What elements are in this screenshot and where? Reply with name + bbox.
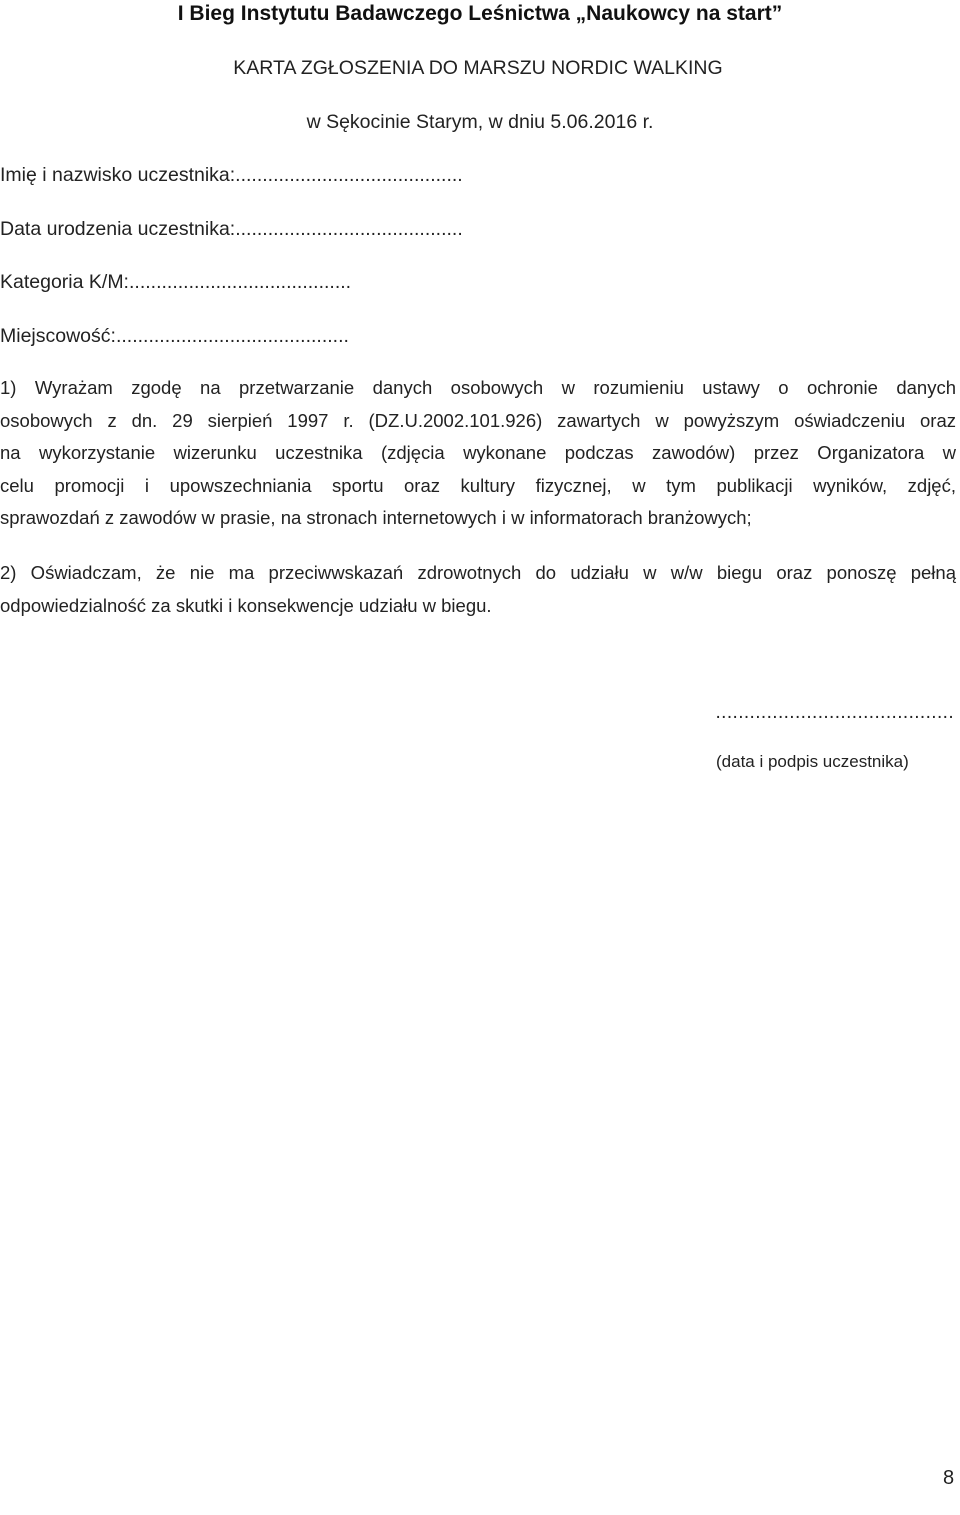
consent-2-line: 2) Oświadczam, że nie ma przeciwwskazań zdrowotnych do udziału w w/w biegu oraz ponoszę pełną bbox=[0, 562, 956, 583]
health-declaration bbox=[0, 557, 956, 622]
location-field: Miejscowość:........................................... bbox=[0, 325, 349, 347]
consent-1-line: osobowych z dn. 29 sierpień 1997 r. (DZ.U.2002.101.926) zawartych w powyższym oświadczeniu oraz bbox=[0, 409, 956, 431]
page-number: 8 bbox=[943, 1467, 955, 1489]
consent-1-line: na wykorzystanie wizerunku uczestnika (zdjęcia wykonane podczas zawodów) przez Organizatora w bbox=[0, 442, 956, 464]
document-title: I Bieg Instytutu Badawczego Leśnictwa „Naukowcy na start” bbox=[177, 2, 783, 25]
signature-label: (data i podpis uczestnika) bbox=[716, 752, 909, 771]
participant-name-field: Imię i nazwisko uczestnika:.......................................... bbox=[0, 164, 463, 186]
event-place-date: w Sękocinie Starym, w dniu 5.06.2016 r. bbox=[306, 111, 654, 133]
signature-line: .......................................... bbox=[715, 702, 954, 723]
consent-1-line: celu promocji i upowszechniania sportu oraz kultury fizycznej, w tym publikacji wyników, zdjęć, bbox=[0, 474, 956, 496]
data-processing-consent bbox=[0, 372, 956, 535]
consent-1-line: 1) Wyrażam zgodę na przetwarzanie danych osobowych w rozumieniu ustawy o ochronie danych bbox=[0, 377, 956, 398]
consent-1-line: sprawozdań z zawodów w prasie, na stronach internetowych i w informatorach branżowych; bbox=[0, 507, 752, 529]
consent-2-line: odpowiedzialność za skutki i konsekwencje udziału w biegu. bbox=[0, 594, 492, 616]
form-subtitle: KARTA ZGŁOSZENIA DO MARSZU NORDIC WALKING bbox=[233, 57, 723, 79]
birth-date-field: Data urodzenia uczestnika:.......................................... bbox=[0, 218, 463, 240]
category-field: Kategoria K/M:......................................... bbox=[0, 271, 352, 293]
